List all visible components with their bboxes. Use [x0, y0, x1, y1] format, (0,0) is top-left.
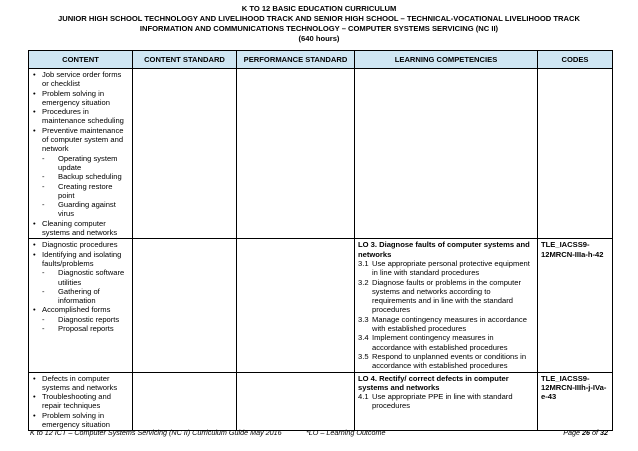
list-item-text: Identifying and isolating faults/problems — [42, 249, 122, 268]
content-cell — [29, 69, 133, 239]
list-item-text: Job service order forms or checklist — [42, 70, 122, 89]
competency-item — [358, 333, 534, 352]
list-item — [32, 107, 129, 126]
table-row — [29, 372, 613, 431]
list-item-text: Defects in computer systems and networks — [42, 373, 118, 392]
sub-list-item: - Gathering of information — [42, 287, 129, 306]
content-standard-cell — [133, 69, 237, 239]
sub-list-item: - Creating restore point — [42, 182, 129, 201]
page-total: 32 — [600, 428, 608, 437]
competency-item — [358, 352, 534, 371]
list-item-text: Problem solving in emergency situation — [42, 88, 110, 107]
list-item-text: Procedures in maintenance scheduling — [42, 107, 124, 126]
column-header-content: CONTENT — [29, 51, 133, 69]
competency-number: 3.3 — [358, 314, 369, 324]
curriculum-table — [28, 50, 613, 431]
competency-item — [358, 392, 534, 411]
performance-standard-cell — [237, 69, 355, 239]
content-cell — [29, 372, 133, 431]
sub-list-item: - Proposal reports — [42, 324, 129, 333]
table-row — [29, 69, 613, 239]
competency-list — [358, 392, 534, 411]
competency-number: 3.4 — [358, 333, 369, 343]
learning-outcome-title: LO 3. Diagnose faults of computer systems and networks — [358, 240, 530, 259]
table-header-row — [29, 51, 613, 69]
competency-text: Use appropriate personal protective equipment in line with standard procedures — [372, 258, 530, 278]
competencies-cell — [355, 372, 538, 431]
competency-item — [358, 315, 534, 334]
page-current: 26 — [582, 428, 590, 437]
list-item — [32, 250, 129, 306]
learning-outcome-title: LO 4. Rectify/ correct defects in computer systems and networks — [358, 373, 509, 392]
competency-text: Respond to unplanned events or conditions in accordance with established procedures — [372, 351, 527, 371]
list-item-text: Cleaning computer systems and networks — [42, 218, 118, 238]
list-item — [32, 240, 129, 249]
competency-item — [358, 259, 534, 278]
list-item — [32, 70, 129, 89]
list-item — [32, 411, 129, 430]
list-item — [32, 392, 129, 411]
competency-code: TLE_IACSS9-12MRCN-IIIh-j-IVa-e-43 — [541, 373, 607, 402]
page-number — [563, 428, 608, 437]
footer-guide-title: K to 12 ICT – Computer Systems Servicing (NC II) Curriculum Guide May 2016 — [30, 428, 282, 437]
list-item — [32, 219, 129, 238]
column-header-content-standard: CONTENT STANDARD — [133, 51, 237, 69]
codes-cell — [538, 239, 613, 372]
sub-list-item: - Diagnostic reports — [42, 315, 129, 324]
codes-cell — [538, 372, 613, 431]
document-title: K TO 12 BASIC EDUCATION CURRICULUM — [241, 4, 397, 13]
document-hours: (640 hours) — [298, 34, 340, 43]
page-label: Page — [563, 428, 582, 437]
content-cell — [29, 239, 133, 372]
competencies-cell — [355, 239, 538, 372]
sub-list-item: - Diagnostic software utilities — [42, 268, 129, 287]
column-header-performance-standard: PERFORMANCE STANDARD — [237, 51, 355, 69]
column-header-learning-competencies: LEARNING COMPETENCIES — [355, 51, 538, 69]
content-list — [32, 70, 129, 237]
content-standard-cell — [133, 239, 237, 372]
competency-text: Implement contingency measures in accordance with established procedures — [372, 333, 508, 352]
list-item-text: Accomplished forms — [42, 305, 111, 315]
list-item-text: Preventive maintenance of computer system and network — [42, 125, 124, 154]
competency-number: 3.5 — [358, 351, 369, 361]
list-item-text: Troubleshooting and repair techniques — [42, 392, 111, 411]
page-of-label: of — [590, 428, 600, 437]
competency-item — [358, 278, 534, 315]
list-item-text: Problem solving in emergency situation — [42, 410, 110, 429]
sub-list-item: - Guarding against virus — [42, 200, 129, 219]
competency-text: Use appropriate PPE in line with standard procedures — [372, 392, 513, 411]
competency-number: 4.1 — [358, 392, 369, 402]
competency-text: Diagnose faults or problems in the computer systems and networks according to requirements and in line with the standard procedures — [372, 277, 521, 315]
list-item — [32, 126, 129, 219]
competency-text: Manage contingency measures in accordance with established procedures — [372, 314, 527, 334]
footer-legend: *LO – Learning Outcome — [306, 428, 386, 437]
competency-code: TLE_IACSS9-12MRCN-IIIa-h-42 — [541, 240, 604, 259]
performance-standard-cell — [237, 239, 355, 372]
list-item — [32, 374, 129, 393]
sub-list-item: - Operating system update — [42, 154, 129, 173]
content-list — [32, 240, 129, 333]
list-item — [32, 305, 129, 333]
sub-list — [42, 315, 129, 334]
competencies-cell — [355, 69, 538, 239]
sub-list — [42, 268, 129, 305]
list-item-text: Diagnostic procedures — [42, 240, 118, 250]
sub-list — [42, 154, 129, 219]
column-header-codes: CODES — [538, 51, 613, 69]
competency-number: 3.2 — [358, 277, 369, 287]
performance-standard-cell — [237, 372, 355, 431]
competency-list — [358, 259, 534, 371]
table-row — [29, 239, 613, 372]
list-item — [32, 89, 129, 108]
competency-number: 3.1 — [358, 258, 369, 268]
content-list — [32, 374, 129, 430]
document-subtitle-track: JUNIOR HIGH SCHOOL TECHNOLOGY AND LIVELIHOOD TRACK AND SENIOR HIGH SCHOOL – TECHNICAL-VOCATIONAL LIVELIHOOD TRACK — [58, 14, 580, 23]
document-subtitle-strand: INFORMATION AND COMMUNICATIONS TECHNOLOGY – COMPUTER SYSTEMS SERVICING (NC II) — [139, 24, 499, 33]
content-standard-cell — [133, 372, 237, 431]
codes-cell — [538, 69, 613, 239]
sub-list-item: - Backup scheduling — [42, 172, 129, 181]
